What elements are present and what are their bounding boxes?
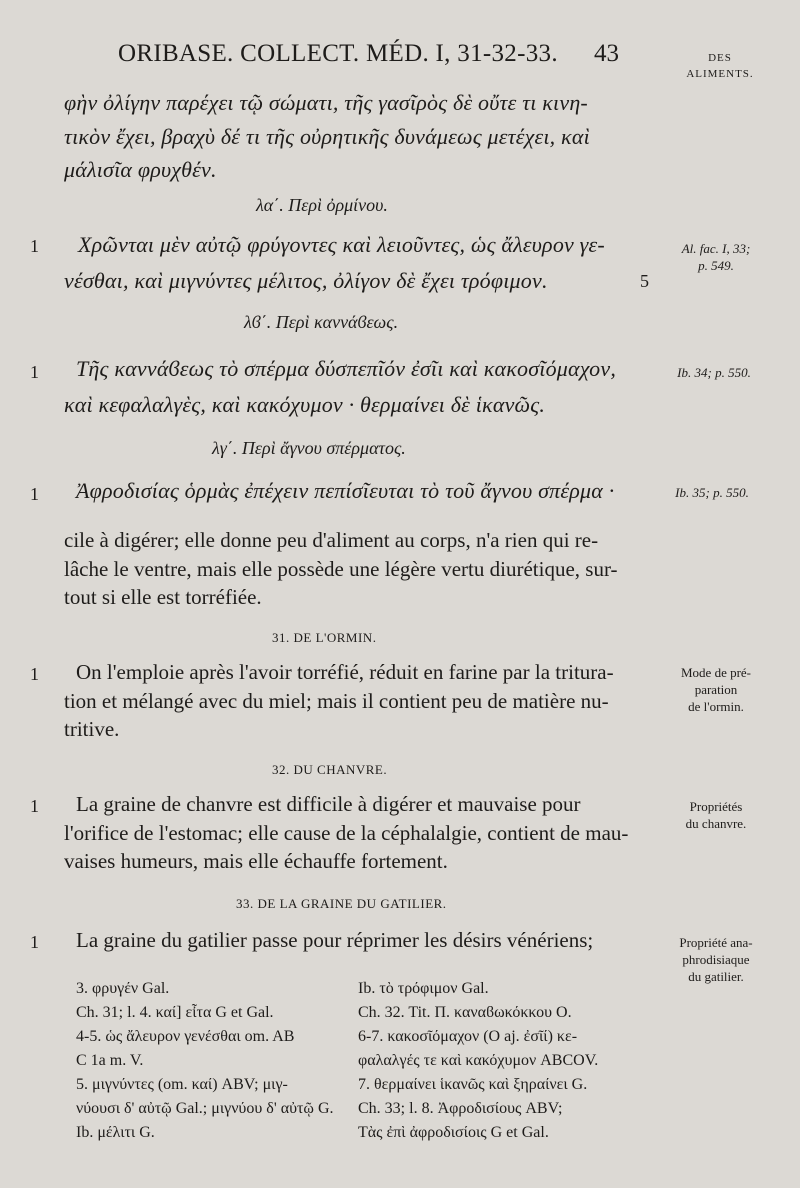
side-note-line: de l'ormin. bbox=[688, 699, 744, 714]
margin-reference-line: p. 549. bbox=[698, 258, 734, 273]
french-chapter-heading: 32. DU CHANVRE. bbox=[272, 762, 388, 777]
french-line: La graine du gatilier passe pour réprimer les désirs vénériens; bbox=[76, 928, 594, 952]
line-number: 1 bbox=[30, 236, 39, 256]
greek-line: νέσθαι, καὶ μιγνύντες μέλιτος, ὀλίγον δὲ ἔχει τρόφιμον. bbox=[64, 268, 548, 293]
footnote-line: 6-7. κακοσῖόμαχον (O aj. ἐσῖί) κε- bbox=[358, 1028, 578, 1045]
french-chapter-heading: 31. DE L'ORMIN. bbox=[272, 630, 377, 645]
side-note-line: du chanvre. bbox=[685, 816, 747, 831]
french-chapter-heading: 33. DE LA GRAINE DU GATILIER. bbox=[236, 896, 447, 911]
margin-section-heading bbox=[660, 50, 780, 82]
side-note-line: Propriété ana- bbox=[679, 935, 753, 950]
side-note-line: paration bbox=[694, 682, 738, 697]
margin-reference: Ib. 34; p. 550. bbox=[677, 365, 751, 380]
side-note-line: Propriétés bbox=[689, 799, 743, 814]
line-number: 1 bbox=[30, 362, 39, 382]
margin-reference: Ib. 35; p. 550. bbox=[675, 485, 749, 500]
greek-line: μάλισῖα φρυχθέν. bbox=[64, 157, 217, 182]
footnote-line: Ch. 32. Tit. Π. καναϐωκόκκου O. bbox=[358, 1004, 572, 1021]
line-number: 1 bbox=[30, 796, 39, 816]
margin-heading-line: ALIMENTS. bbox=[686, 68, 754, 80]
greek-chapter-heading: λα΄. Περὶ ὀρμίνου. bbox=[256, 195, 388, 215]
greek-line: τικὸν ἔχει, βραχὺ δέ τι τῆς οὐρητικῆς δυνάμεως μετέχει, καὶ bbox=[64, 124, 590, 149]
greek-chapter-heading: λγ΄. Περὶ ἄγνου σπέρματος. bbox=[212, 438, 406, 458]
side-note bbox=[646, 798, 786, 832]
side-note bbox=[646, 934, 786, 985]
greek-line: Τῆς καννάϐεως τὸ σπέρμα δύσπεπῖόν ἐσῖι καὶ κακοσῖόμαχον, bbox=[76, 356, 617, 381]
french-line: On l'emploie après l'avoir torréfié, réduit en farine par la tritura- bbox=[76, 660, 614, 684]
margin-reference bbox=[646, 240, 786, 274]
side-note-line: Mode de pré- bbox=[680, 665, 752, 680]
footnote-line: φαλαλγές τε καὶ κακόχυμον ABCOV. bbox=[358, 1052, 599, 1069]
footnote-line: Ch. 33; l. 8. Ἀφροδισίους ABV; bbox=[358, 1100, 563, 1117]
footnote-line: 3. φρυγέν Gal. bbox=[76, 980, 170, 997]
line-number: 5 bbox=[640, 271, 649, 291]
french-line: tritive. bbox=[64, 717, 120, 741]
greek-chapter-heading: λϐ΄. Περὶ καννάϐεως. bbox=[244, 312, 399, 332]
footnote-line: 4-5. ὡς ἄλευρον γενέσθαι om. AB bbox=[76, 1028, 295, 1045]
running-header: ORIBASE. COLLECT. MÉD. I, 31-32-33. bbox=[118, 40, 558, 67]
french-line: vaises humeurs, mais elle échauffe fortement. bbox=[64, 849, 448, 873]
french-line: La graine de chanvre est difficile à digérer et mauvaise pour bbox=[76, 792, 581, 816]
footnote-line: Ch. 31; l. 4. καί] εἶτα G et Gal. bbox=[76, 1004, 274, 1021]
greek-line: Ἀφροδισίας ὁρμὰς ἐπέχειν πεπίσῖευται τὸ τοῦ ἄγνου σπέρμα · bbox=[76, 478, 615, 503]
margin-reference-line: Al. fac. I, 33; bbox=[681, 241, 751, 256]
line-number: 1 bbox=[30, 484, 39, 504]
line-number: 1 bbox=[30, 932, 39, 952]
page-number: 43 bbox=[594, 40, 619, 67]
greek-line: καὶ κεφαλαλγὲς, καὶ κακόχυμον · θερμαίνει δὲ ἱκανῶς. bbox=[64, 392, 546, 417]
footnote-line: Ib. τὸ τρόφιμον Gal. bbox=[358, 980, 489, 997]
footnote-line: 5. μιγνύντες (om. καί) ABV; μιγ- bbox=[76, 1076, 288, 1093]
side-note-line: du gatilier. bbox=[688, 969, 744, 984]
greek-line: Χρῶνται μὲν αὐτῷ φρύγοντες καὶ λειοῦντες, ὡς ἄλευρον γε- bbox=[78, 232, 605, 257]
footnote-line: 7. θερμαίνει ἱκανῶς καὶ ξηραίνει G. bbox=[358, 1076, 588, 1093]
french-line: cile à digérer; elle donne peu d'aliment au corps, n'a rien qui re- bbox=[64, 528, 599, 552]
footnote-line: νύουσι δ' αὐτῷ Gal.; μιγνύου δ' αὐτῷ G. bbox=[76, 1100, 334, 1117]
line-number: 1 bbox=[30, 664, 39, 684]
footnote-line: Ib. μέλιτι G. bbox=[76, 1124, 155, 1141]
margin-heading-line: DES bbox=[708, 52, 732, 64]
footnote-line: Τὰς ἐπὶ ἀφροδισίοις G et Gal. bbox=[358, 1124, 549, 1141]
french-line: tout si elle est torréfiée. bbox=[64, 585, 262, 609]
greek-line: φὴν ὀλίγην παρέχει τῷ σώματι, τῆς γασῖρὸς δὲ οὔτε τι κινη- bbox=[64, 90, 588, 115]
french-line: l'orifice de l'estomac; elle cause de la céphalalgie, contient de mau- bbox=[64, 821, 629, 845]
french-line: lâche le ventre, mais elle possède une légère vertu diurétique, sur- bbox=[64, 557, 618, 581]
french-line: tion et mélangé avec du miel; mais il contient peu de matière nu- bbox=[64, 689, 609, 713]
side-note-line: phrodisiaque bbox=[682, 952, 750, 967]
side-note bbox=[646, 664, 786, 715]
footnote-line: C 1a m. V. bbox=[76, 1052, 144, 1069]
